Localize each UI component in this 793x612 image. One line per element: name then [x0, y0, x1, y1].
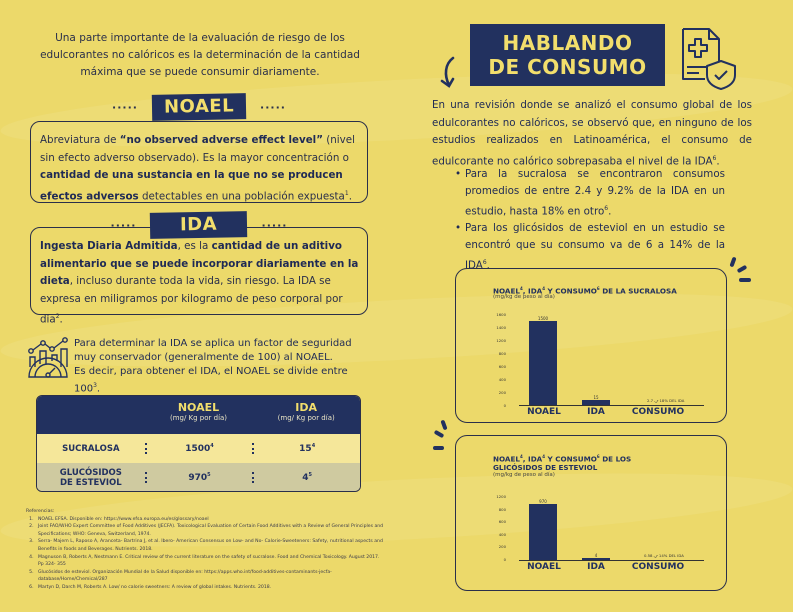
- decorative-dots: ·····: [260, 100, 286, 114]
- y-tick: 200: [498, 390, 506, 395]
- y-tick: 200: [498, 544, 506, 549]
- consumo-annotation: 2.7 ⤻ 18% DEL IDA: [647, 398, 685, 403]
- ref-superscript: 2: [55, 313, 60, 320]
- ref-superscript: 3: [93, 382, 97, 389]
- ida-term: Ingesta Diaria Admitida: [40, 240, 178, 252]
- safety-factor-text: [74, 337, 376, 396]
- row-name-line: GLUCÓSIDOS: [59, 467, 122, 478]
- bar-noael: [529, 321, 557, 405]
- header-title: IDA: [295, 401, 318, 414]
- y-tick: 1400: [496, 325, 506, 330]
- noael-text: detectables en una población expuesta: [138, 189, 345, 202]
- decorative-stroke: [729, 257, 736, 268]
- x-axis: [519, 560, 704, 561]
- intro-paragraph: Una parte importante de la evaluación de riesgo de los edulcorantes no calóricos es la determinación de la cantidad máxima que se puede consumir diariamente.: [40, 32, 360, 78]
- noael-term: “no observed adverse effect level”: [119, 134, 323, 146]
- reference-item: 6. Martyn D, Darch M, Roberts A. Low/ no calorie sweetners: A review of global intakes. Nutrients. 2018.: [35, 584, 386, 592]
- reference-item: 1. NOAEL EFSA. Disponible en: https://www.efsa.europa.eu/es/glossary/noael: [35, 516, 386, 524]
- x-category: NOAEL: [527, 407, 561, 417]
- noael-text: Abreviatura de: [40, 134, 120, 146]
- ref-superscript: 5: [207, 472, 211, 478]
- noael-heading: [30, 94, 368, 120]
- y-tick: 800: [498, 351, 506, 356]
- ida-text: .: [59, 313, 63, 326]
- y-tick: 1600: [496, 312, 506, 317]
- ida-text: , incluso durante toda la vida, sin riesgo. La IDA se expresa en miligramos por kilogramo de peso corporal por día: [40, 275, 343, 326]
- ref-superscript: 4: [210, 443, 214, 449]
- medical-document-shield-icon: [677, 25, 743, 91]
- bar-label: 4: [594, 553, 598, 558]
- ida-heading: [30, 212, 368, 238]
- decorative-dots: ·····: [112, 100, 138, 114]
- ref-superscript: 6: [604, 205, 609, 212]
- cell-value: 15: [299, 444, 312, 454]
- y-tick: 800: [498, 507, 506, 512]
- ref-superscript: 4: [311, 443, 316, 449]
- x-category: CONSUMO: [631, 562, 685, 572]
- decorative-stroke: [737, 265, 748, 273]
- ida-highlight: cantidad de un aditivo alimentario que se puede incorporar diariamente en la dieta: [40, 240, 359, 287]
- row-name: [37, 468, 145, 488]
- y-tick: 0: [503, 557, 506, 562]
- curved-arrow-icon: [437, 55, 467, 91]
- safety-factor-line: Para determinar la IDA se aplica un factor de seguridad muy conservador (generalmente de 100) al NOAEL.: [74, 338, 352, 363]
- noael-ida-table: [36, 395, 361, 492]
- banner-line: DE CONSUMO: [488, 55, 647, 79]
- decorative-stroke: [440, 420, 447, 431]
- cell-value: 1500: [185, 444, 211, 454]
- bullet-item: • Para los glicósidos de esteviol en un estudio se encontró que su consumo va de 6 a 14% de la IDA$^6$.: [455, 220, 725, 274]
- chart-title: NOAEL$^4$, IDA$^4$ Y CONSUMO$^6$ DE LOS GLICÓSIDOS DE ESTEVIOL: [493, 454, 632, 473]
- decorative-stroke: [739, 278, 751, 282]
- noael-text: .: [348, 189, 352, 202]
- cell-value: 970: [188, 473, 208, 483]
- bar-label: 15: [593, 395, 599, 400]
- y-tick: 1200: [496, 494, 506, 499]
- bullet-text: Para la sucralosa se encontraron consumos promedios de entre 2.4 y 9.2% de la IDA en un estudio, hasta 18% en otro: [465, 168, 725, 218]
- references-heading: Referencias:: [26, 509, 55, 514]
- ref-superscript: 6: [712, 154, 717, 162]
- bar-noael: [529, 504, 557, 560]
- consumo-annotation: 0.58 ⤻ 14% DEL IDA: [644, 553, 684, 558]
- bullet-item: • Para la sucralosa se encontraron consumos promedios de entre 2.4 y 9.2% de la IDA en un estudio, hasta 18% en otro$^6$.: [455, 166, 725, 220]
- safety-factor-note: [26, 337, 376, 395]
- cell-ida: [252, 472, 360, 483]
- esteviol-chart-card: [455, 435, 727, 591]
- noael-highlight: cantidad de una sustancia en la que no se producen efectos adversos: [40, 169, 343, 202]
- table-row: [37, 434, 360, 463]
- row-name: SUCRALOSA: [62, 443, 120, 454]
- table-row: [37, 463, 360, 492]
- chart-title: NOAEL$^4$, IDA$^4$ Y CONSUMO$^6$ DE LA SUCRALOSA: [493, 286, 677, 296]
- hablando-de-consumo-banner: [470, 24, 665, 86]
- cell-ida: [252, 443, 360, 454]
- safety-factor-line: [74, 365, 376, 396]
- x-category: IDA: [587, 562, 605, 572]
- chart-gauge-icon: [26, 337, 70, 381]
- header-unit: (mg/ Kg por día): [277, 414, 335, 422]
- ref-superscript: 6: [482, 259, 487, 267]
- consumo-intro-text: En una revisión donde se analizó el consumo global de los edulcorantes no calóricos, se observó que, en ninguno de los estudios realizados en Latinoamérica, el consumo de edulcorante no calórico sobrepasaba el nivel de la IDA: [432, 99, 752, 167]
- ida-definition-box: [30, 227, 368, 326]
- decorative-stroke: [434, 430, 445, 438]
- references-list: [26, 516, 386, 592]
- ref-superscript: 5: [308, 472, 313, 478]
- references: [26, 508, 386, 592]
- cell-value: 4: [302, 473, 309, 483]
- reference-item: 3. Serra- Majem L, Raposo A, Aranceta- Bartrina J, et al. Ibero- American Consensus on Low- and No- Calorie-Sweeteners: Safety, nutritional aspects and Benefits in foods and Beverages. Nutrients. 2018.: [35, 538, 386, 553]
- table-header-row: [37, 396, 360, 434]
- cell-noael: [145, 443, 253, 454]
- y-tick: 0: [503, 403, 506, 408]
- ida-text: , es la: [177, 240, 212, 252]
- ida-tag: IDA: [150, 211, 248, 239]
- consumo-bullets: [455, 166, 725, 275]
- bar-label: 970: [539, 499, 547, 504]
- chart-unit: (mg/kg de peso al día): [493, 294, 555, 300]
- y-tick: 600: [498, 364, 506, 369]
- table-header-empty: [37, 396, 145, 434]
- table-header-ida: [252, 396, 360, 434]
- y-tick: 400: [498, 532, 506, 537]
- noael-text: (nivel sin efecto adverso observado). Es la mayor concentración o: [40, 134, 355, 164]
- bar-label: 1500: [537, 316, 549, 321]
- x-category: NOAEL: [527, 562, 561, 572]
- chart-unit: (mg/kg de peso al día): [493, 472, 555, 478]
- x-category: CONSUMO: [631, 407, 685, 417]
- y-tick: 400: [498, 377, 506, 382]
- y-tick: 600: [498, 519, 506, 524]
- y-tick: 1200: [496, 338, 506, 343]
- header-title: NOAEL: [177, 401, 220, 414]
- row-name-line: DE ESTEVIOL: [59, 477, 122, 488]
- x-category: IDA: [587, 407, 605, 417]
- decorative-dots: ·····: [261, 218, 288, 232]
- sucralosa-chart-card: [455, 268, 727, 423]
- safety-factor-text: .: [96, 383, 101, 395]
- safety-factor-text: Es decir, para obtener el IDA, el NOAEL se divide entre 100: [74, 366, 348, 395]
- noael-tag: NOAEL: [152, 93, 247, 121]
- reference-item: 2. Joint FAO/WHO Expert Committee of Food Additives (JECFA). Toxicological Evaluation of Certain Food Additives with a Review of General Principles and Specifications; WHO: Geneva, Switzerland, 1974.: [35, 523, 386, 538]
- reference-item: 4. Magnuson B, Roberts A, Nestmann E. Critical review of the current literature on the safety of sucralose. Food and Chemical Toxicology. August 2017. Pp 324- 355: [35, 554, 386, 569]
- banner-line: HABLANDO: [502, 31, 633, 55]
- ref-superscript: 1: [344, 189, 349, 197]
- reference-item: 5. Glucósidos de esteviol. Organización Mundial de la Salud disponible en: https://apps.who.int/food-additives-contaminants-jecfa-database/Home/Chemical/287: [35, 569, 386, 584]
- bullet-text: Para los glicósidos de esteviol en un estudio se encontró que su consumo va de 6 a 14% de la IDA: [465, 222, 725, 272]
- decorative-dots: ·····: [110, 218, 137, 232]
- cell-noael: [145, 472, 253, 483]
- noael-definition-box: [30, 121, 368, 203]
- decorative-stroke: [433, 446, 444, 450]
- consumo-intro-paragraph: En una revisión donde se analizó el consumo global de los edulcorantes no calóricos, se observó que, en ninguno de los estudios realizados en Latinoamérica, el consumo de edulcorante no calórico sobrepasaba el nivel de la IDA$^6$.: [432, 99, 752, 167]
- x-axis: [519, 405, 704, 406]
- header-unit: (mg/ Kg por día): [169, 414, 228, 422]
- esteviol-plot: [484, 491, 714, 591]
- sucralosa-plot: [484, 309, 714, 419]
- table-header-noael: [145, 396, 253, 434]
